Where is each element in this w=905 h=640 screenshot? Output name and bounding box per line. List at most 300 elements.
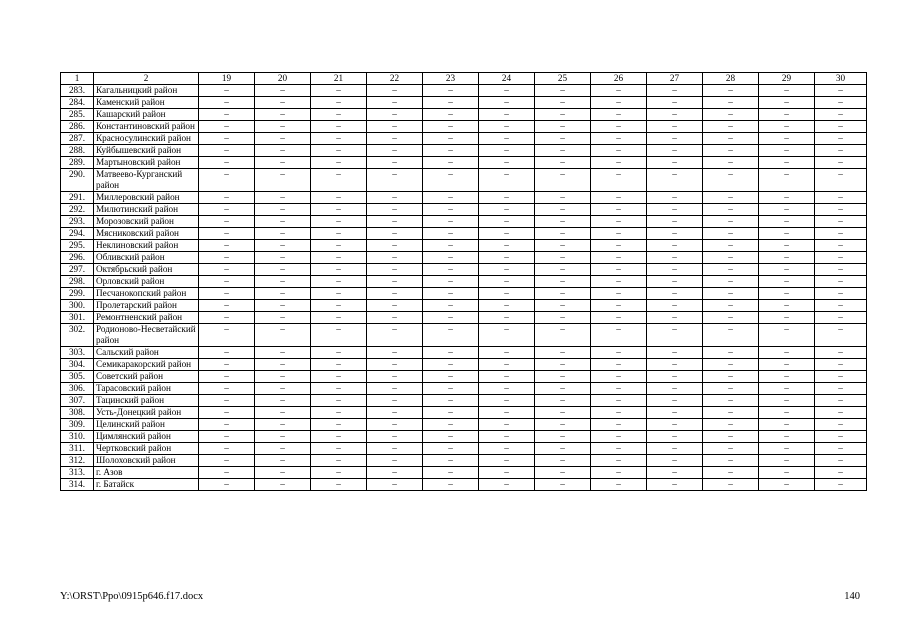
value-cell: – — [367, 228, 423, 240]
table-row — [61, 252, 867, 264]
value-cell: – — [479, 407, 535, 419]
table-row — [61, 192, 867, 204]
row-number: 305. — [61, 371, 94, 383]
value-cell: – — [591, 395, 647, 407]
row-number: 290. — [61, 169, 94, 192]
district-name: Тацинский район — [94, 395, 199, 407]
table-row — [61, 383, 867, 395]
district-name: Мартыновский район — [94, 157, 199, 169]
value-cell: – — [591, 97, 647, 109]
value-cell: – — [759, 252, 815, 264]
value-cell: – — [535, 133, 591, 145]
value-cell: – — [423, 216, 479, 228]
value-cell: – — [535, 216, 591, 228]
value-cell: – — [255, 300, 311, 312]
value-cell: – — [199, 312, 255, 324]
value-cell: – — [367, 467, 423, 479]
value-cell: – — [423, 431, 479, 443]
value-cell: – — [423, 324, 479, 347]
value-cell: – — [591, 407, 647, 419]
value-cell: – — [199, 133, 255, 145]
value-cell: – — [479, 169, 535, 192]
column-header: 25 — [535, 73, 591, 85]
value-cell: – — [479, 121, 535, 133]
row-number: 304. — [61, 359, 94, 371]
value-cell: – — [703, 216, 759, 228]
value-cell: – — [311, 455, 367, 467]
value-cell: – — [199, 455, 255, 467]
value-cell: – — [647, 109, 703, 121]
value-cell: – — [535, 455, 591, 467]
value-cell: – — [647, 312, 703, 324]
value-cell: – — [199, 383, 255, 395]
value-cell: – — [759, 288, 815, 300]
table-row — [61, 228, 867, 240]
value-cell: – — [367, 204, 423, 216]
district-name: Неклиновский район — [94, 240, 199, 252]
value-cell: – — [647, 324, 703, 347]
value-cell: – — [535, 395, 591, 407]
value-cell: – — [703, 407, 759, 419]
value-cell: – — [815, 228, 867, 240]
value-cell: – — [815, 431, 867, 443]
value-cell: – — [759, 97, 815, 109]
value-cell: – — [703, 467, 759, 479]
value-cell: – — [479, 204, 535, 216]
value-cell: – — [591, 324, 647, 347]
value-cell: – — [255, 312, 311, 324]
value-cell: – — [311, 133, 367, 145]
value-cell: – — [423, 264, 479, 276]
value-cell: – — [535, 419, 591, 431]
value-cell: – — [479, 324, 535, 347]
column-header: 28 — [703, 73, 759, 85]
district-name: Константиновский район — [94, 121, 199, 133]
value-cell: – — [647, 85, 703, 97]
row-number: 289. — [61, 157, 94, 169]
value-cell: – — [759, 228, 815, 240]
value-cell: – — [311, 145, 367, 157]
value-cell: – — [199, 204, 255, 216]
value-cell: – — [815, 395, 867, 407]
value-cell: – — [591, 145, 647, 157]
value-cell: – — [591, 169, 647, 192]
value-cell: – — [647, 407, 703, 419]
table-row — [61, 395, 867, 407]
value-cell: – — [423, 169, 479, 192]
value-cell: – — [815, 467, 867, 479]
table-row — [61, 479, 867, 491]
value-cell: – — [311, 407, 367, 419]
value-cell: – — [591, 157, 647, 169]
value-cell: – — [535, 109, 591, 121]
value-cell: – — [703, 192, 759, 204]
value-cell: – — [423, 479, 479, 491]
value-cell: – — [311, 228, 367, 240]
value-cell: – — [255, 121, 311, 133]
district-name: Чертковский район — [94, 443, 199, 455]
value-cell: – — [815, 145, 867, 157]
value-cell: – — [199, 264, 255, 276]
value-cell: – — [535, 371, 591, 383]
value-cell: – — [815, 324, 867, 347]
value-cell: – — [367, 157, 423, 169]
column-header: 29 — [759, 73, 815, 85]
table-row — [61, 204, 867, 216]
value-cell: – — [535, 347, 591, 359]
value-cell: – — [199, 252, 255, 264]
value-cell: – — [311, 240, 367, 252]
column-header: 30 — [815, 73, 867, 85]
value-cell: – — [311, 264, 367, 276]
value-cell: – — [311, 204, 367, 216]
value-cell: – — [535, 383, 591, 395]
row-number: 314. — [61, 479, 94, 491]
value-cell: – — [255, 157, 311, 169]
table-row — [61, 216, 867, 228]
value-cell: – — [255, 467, 311, 479]
value-cell: – — [199, 169, 255, 192]
value-cell: – — [255, 395, 311, 407]
value-cell: – — [815, 97, 867, 109]
table-row — [61, 407, 867, 419]
row-number: 302. — [61, 324, 94, 347]
value-cell: – — [759, 455, 815, 467]
value-cell: – — [703, 371, 759, 383]
value-cell: – — [479, 192, 535, 204]
value-cell: – — [479, 359, 535, 371]
value-cell: – — [759, 157, 815, 169]
value-cell: – — [423, 228, 479, 240]
table-row — [61, 97, 867, 109]
column-header: 20 — [255, 73, 311, 85]
value-cell: – — [255, 383, 311, 395]
row-number: 296. — [61, 252, 94, 264]
value-cell: – — [367, 479, 423, 491]
value-cell: – — [423, 252, 479, 264]
value-cell: – — [815, 419, 867, 431]
value-cell: – — [535, 407, 591, 419]
district-name: Куйбышевский район — [94, 145, 199, 157]
row-number: 299. — [61, 288, 94, 300]
value-cell: – — [423, 133, 479, 145]
value-cell: – — [255, 97, 311, 109]
value-cell: – — [311, 359, 367, 371]
value-cell: – — [255, 324, 311, 347]
value-cell: – — [367, 312, 423, 324]
value-cell: – — [591, 121, 647, 133]
value-cell: – — [199, 85, 255, 97]
district-name: г. Батайск — [94, 479, 199, 491]
table-row — [61, 371, 867, 383]
row-number: 308. — [61, 407, 94, 419]
district-name: Миллеровский район — [94, 192, 199, 204]
value-cell: – — [759, 324, 815, 347]
row-number: 295. — [61, 240, 94, 252]
value-cell: – — [311, 467, 367, 479]
value-cell: – — [311, 324, 367, 347]
value-cell: – — [199, 276, 255, 288]
value-cell: – — [311, 97, 367, 109]
value-cell: – — [647, 216, 703, 228]
value-cell: – — [423, 312, 479, 324]
value-cell: – — [479, 240, 535, 252]
value-cell: – — [423, 419, 479, 431]
value-cell: – — [815, 371, 867, 383]
value-cell: – — [703, 85, 759, 97]
value-cell: – — [423, 395, 479, 407]
value-cell: – — [255, 443, 311, 455]
value-cell: – — [535, 228, 591, 240]
table-row — [61, 240, 867, 252]
value-cell: – — [311, 121, 367, 133]
value-cell: – — [815, 240, 867, 252]
value-cell: – — [759, 204, 815, 216]
value-cell: – — [479, 228, 535, 240]
value-cell: – — [311, 216, 367, 228]
value-cell: – — [815, 383, 867, 395]
value-cell: – — [815, 347, 867, 359]
value-cell: – — [647, 371, 703, 383]
table-row — [61, 109, 867, 121]
table-body — [61, 85, 867, 491]
value-cell: – — [367, 252, 423, 264]
row-number: 286. — [61, 121, 94, 133]
column-header: 23 — [423, 73, 479, 85]
district-name: Ремонтненский район — [94, 312, 199, 324]
table-row — [61, 443, 867, 455]
row-number: 285. — [61, 109, 94, 121]
value-cell: – — [255, 407, 311, 419]
footer-page-number: 140 — [844, 591, 860, 602]
value-cell: – — [647, 395, 703, 407]
row-number: 301. — [61, 312, 94, 324]
value-cell: – — [199, 467, 255, 479]
value-cell: – — [479, 395, 535, 407]
table-row — [61, 312, 867, 324]
value-cell: – — [367, 133, 423, 145]
value-cell: – — [423, 455, 479, 467]
value-cell: – — [759, 383, 815, 395]
value-cell: – — [255, 169, 311, 192]
value-cell: – — [591, 264, 647, 276]
value-cell: – — [591, 109, 647, 121]
value-cell: – — [647, 133, 703, 145]
value-cell: – — [535, 85, 591, 97]
value-cell: – — [591, 300, 647, 312]
value-cell: – — [591, 85, 647, 97]
value-cell: – — [535, 264, 591, 276]
value-cell: – — [367, 288, 423, 300]
value-cell: – — [815, 133, 867, 145]
value-cell: – — [703, 312, 759, 324]
value-cell: – — [199, 145, 255, 157]
table-row — [61, 359, 867, 371]
value-cell: – — [703, 288, 759, 300]
row-number: 306. — [61, 383, 94, 395]
table-row — [61, 85, 867, 97]
district-name: Цимлянский район — [94, 431, 199, 443]
row-number: 291. — [61, 192, 94, 204]
value-cell: – — [647, 431, 703, 443]
value-cell: – — [423, 192, 479, 204]
value-cell: – — [759, 395, 815, 407]
value-cell: – — [199, 431, 255, 443]
row-number: 309. — [61, 419, 94, 431]
value-cell: – — [647, 169, 703, 192]
value-cell: – — [759, 109, 815, 121]
value-cell: – — [423, 443, 479, 455]
district-name: Кагальницкий район — [94, 85, 199, 97]
row-number: 298. — [61, 276, 94, 288]
value-cell: – — [815, 443, 867, 455]
value-cell: – — [591, 431, 647, 443]
value-cell: – — [759, 85, 815, 97]
value-cell: – — [255, 264, 311, 276]
value-cell: – — [815, 157, 867, 169]
row-number: 284. — [61, 97, 94, 109]
value-cell: – — [255, 419, 311, 431]
value-cell: – — [367, 264, 423, 276]
value-cell: – — [535, 479, 591, 491]
district-name: Морозовский район — [94, 216, 199, 228]
table-row — [61, 288, 867, 300]
value-cell: – — [199, 109, 255, 121]
value-cell: – — [367, 169, 423, 192]
value-cell: – — [423, 300, 479, 312]
value-cell: – — [647, 157, 703, 169]
value-cell: – — [815, 192, 867, 204]
value-cell: – — [367, 395, 423, 407]
value-cell: – — [199, 192, 255, 204]
column-header: 19 — [199, 73, 255, 85]
value-cell: – — [199, 347, 255, 359]
value-cell: – — [479, 133, 535, 145]
value-cell: – — [759, 479, 815, 491]
value-cell: – — [703, 121, 759, 133]
value-cell: – — [759, 133, 815, 145]
value-cell: – — [255, 192, 311, 204]
value-cell: – — [255, 228, 311, 240]
column-header: 1 — [61, 73, 94, 85]
value-cell: – — [423, 407, 479, 419]
value-cell: – — [815, 204, 867, 216]
value-cell: – — [423, 145, 479, 157]
value-cell: – — [423, 157, 479, 169]
table-row — [61, 431, 867, 443]
row-number: 311. — [61, 443, 94, 455]
value-cell: – — [367, 216, 423, 228]
district-name: Каменский район — [94, 97, 199, 109]
district-name: Кашарский район — [94, 109, 199, 121]
value-cell: – — [591, 383, 647, 395]
table-header-row — [61, 73, 867, 85]
value-cell: – — [423, 288, 479, 300]
value-cell: – — [199, 288, 255, 300]
value-cell: – — [311, 419, 367, 431]
value-cell: – — [479, 300, 535, 312]
value-cell: – — [759, 467, 815, 479]
value-cell: – — [703, 479, 759, 491]
value-cell: – — [479, 347, 535, 359]
value-cell: – — [311, 109, 367, 121]
value-cell: – — [591, 240, 647, 252]
value-cell: – — [535, 121, 591, 133]
value-cell: – — [591, 455, 647, 467]
value-cell: – — [311, 276, 367, 288]
value-cell: – — [255, 85, 311, 97]
value-cell: – — [367, 324, 423, 347]
district-name: Пролетарский район — [94, 300, 199, 312]
value-cell: – — [815, 121, 867, 133]
value-cell: – — [199, 121, 255, 133]
value-cell: – — [367, 97, 423, 109]
row-number: 312. — [61, 455, 94, 467]
value-cell: – — [199, 157, 255, 169]
district-name: Орловский район — [94, 276, 199, 288]
value-cell: – — [367, 419, 423, 431]
value-cell: – — [367, 145, 423, 157]
value-cell: – — [759, 431, 815, 443]
row-number: 300. — [61, 300, 94, 312]
value-cell: – — [255, 288, 311, 300]
value-cell: – — [255, 204, 311, 216]
value-cell: – — [255, 216, 311, 228]
value-cell: – — [423, 347, 479, 359]
value-cell: – — [647, 383, 703, 395]
value-cell: – — [199, 300, 255, 312]
value-cell: – — [703, 300, 759, 312]
value-cell: – — [647, 252, 703, 264]
value-cell: – — [311, 431, 367, 443]
column-header: 21 — [311, 73, 367, 85]
value-cell: – — [423, 97, 479, 109]
value-cell: – — [535, 97, 591, 109]
row-number: 288. — [61, 145, 94, 157]
column-header: 22 — [367, 73, 423, 85]
value-cell: – — [479, 443, 535, 455]
row-number: 310. — [61, 431, 94, 443]
value-cell: – — [535, 359, 591, 371]
value-cell: – — [647, 97, 703, 109]
row-number: 283. — [61, 85, 94, 97]
value-cell: – — [535, 467, 591, 479]
value-cell: – — [759, 276, 815, 288]
value-cell: – — [199, 407, 255, 419]
row-number: 294. — [61, 228, 94, 240]
value-cell: – — [815, 264, 867, 276]
value-cell: – — [255, 431, 311, 443]
value-cell: – — [647, 419, 703, 431]
column-header: 24 — [479, 73, 535, 85]
value-cell: – — [479, 216, 535, 228]
district-name: Тарасовский район — [94, 383, 199, 395]
value-cell: – — [535, 145, 591, 157]
value-cell: – — [311, 169, 367, 192]
value-cell: – — [815, 407, 867, 419]
row-number: 297. — [61, 264, 94, 276]
value-cell: – — [311, 371, 367, 383]
value-cell: – — [535, 300, 591, 312]
value-cell: – — [423, 383, 479, 395]
value-cell: – — [479, 264, 535, 276]
value-cell: – — [591, 252, 647, 264]
value-cell: – — [199, 324, 255, 347]
value-cell: – — [591, 479, 647, 491]
value-cell: – — [311, 252, 367, 264]
table-row — [61, 169, 867, 192]
value-cell: – — [479, 145, 535, 157]
